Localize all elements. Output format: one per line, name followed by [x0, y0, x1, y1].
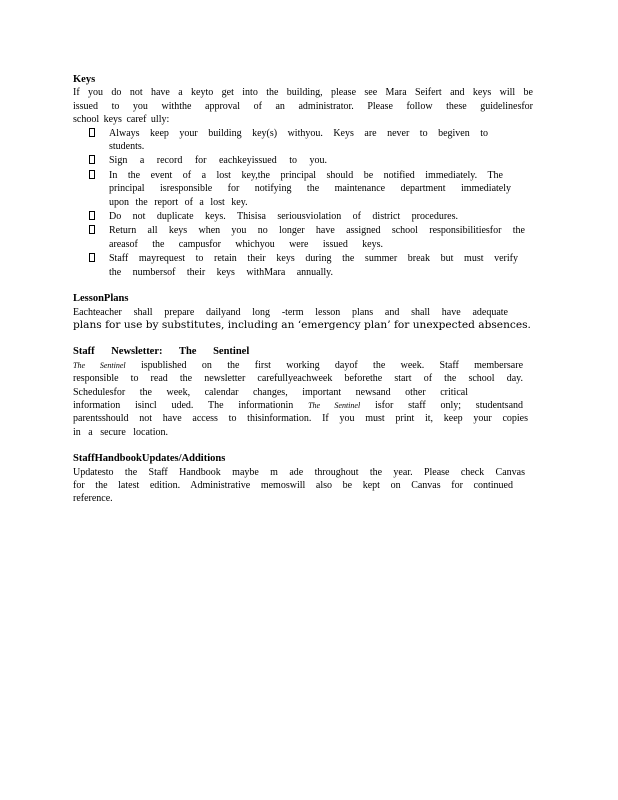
newsletter-line-3: Schedulesfor the week, calendar changes, important newsand other critical [73, 386, 468, 398]
newsletter-section [73, 345, 533, 439]
keys-intro-line-3: school keys caref ully: [73, 114, 170, 126]
list-item-line: principal isresponsible for notifying the maintenance department immediately [109, 183, 511, 195]
list-item-line: upon the report of a lost key. [109, 196, 248, 208]
list-item-line: the numbersof their keys withMara annually. [109, 266, 333, 278]
keys-heading: Keys [73, 74, 96, 85]
bullet-box-icon [89, 128, 95, 137]
newsletter-line-1-text: ispublished on the first working dayof the week. Staff membersare [140, 359, 524, 371]
bullet-box-icon [89, 211, 95, 220]
bullet-box-icon [89, 225, 95, 234]
keys-section [73, 73, 533, 279]
keys-intro-line-1: If you do not have a keyto get into the building, please see Mara Seifert and keys will be [73, 87, 533, 99]
newsletter-line-1 [73, 359, 533, 372]
list-item-line: Sign a record for eachkeyissued to you. [109, 155, 328, 167]
list-item-line: Do not duplicate keys. Thisisa seriousviolation of district procedures. [109, 211, 458, 223]
handbook-updates-line-2: for the latest edition. Administrative memoswill also be kept on Canvas for continued [73, 479, 513, 491]
list-item [73, 224, 533, 251]
keys-intro-line-2: issued to you withthe approval of an administrator. Please follow these guidelinesfor [73, 100, 533, 112]
list-item-line: In the event of a lost key,the principal should be notified immediately. The [109, 169, 503, 181]
lesson-plans-line-1: Eachteacher shall prepare dailyand long -term lesson plans and shall have adequate [73, 306, 508, 318]
handbook-updates-section [73, 452, 533, 506]
list-item-line: Return all keys when you no longer have assigned school responsibilitiesfor the [109, 225, 525, 237]
newsletter-line-4-text-b: isfor staff only; studentsand [374, 399, 524, 411]
list-item-line: students. [109, 141, 145, 153]
lesson-plans-heading: LessonPlans [73, 293, 129, 305]
bullet-box-icon [89, 170, 95, 179]
handbook-updates-heading: StaffHandbookUpdates/Additions [73, 453, 226, 465]
newsletter-line-2: responsible to read the newsletter carefullyeachweek beforethe start of the school day. [73, 373, 523, 385]
list-item [73, 210, 533, 223]
list-item-line: Always keep your building key(s) withyou. Keys are never to begiven to [109, 127, 488, 139]
newsletter-line-4-text-a: information isincl uded. The informationin [73, 399, 294, 411]
handbook-updates-line-1: Updatesto the Staff Handbook maybe m ade throughout the year. Please check Canvas [73, 466, 525, 478]
document-page [73, 73, 533, 519]
list-item [73, 127, 533, 154]
lesson-plans-line-2: plans for use by substitutes, including an ‘emergency plan’ for unexpected absences. [73, 318, 531, 331]
newsletter-line-4 [73, 399, 533, 412]
handbook-updates-line-3: reference. [73, 493, 113, 505]
list-item [73, 154, 533, 167]
newsletter-heading: Staff Newsletter: The Sentinel [73, 346, 250, 358]
newsletter-line-6: in a secure location. [73, 426, 168, 438]
newsletter-line-5: parentsshould not have access to thisinformation. If you must print it, keep your copies [73, 413, 528, 425]
bullet-box-icon [89, 253, 95, 262]
keys-guidelines-list [73, 127, 533, 279]
list-item-line: areasof the campusfor whichyou were issued keys. [109, 238, 383, 250]
list-item [73, 169, 533, 209]
lesson-plans-section [73, 292, 533, 332]
newsletter-title-italic: The Sentinel [308, 400, 361, 410]
list-item-line: Staff mayrequest to retain their keys during the summer break but must verify [109, 253, 518, 265]
newsletter-title-italic: The Sentinel [73, 360, 126, 370]
bullet-box-icon [89, 155, 95, 164]
list-item [73, 252, 533, 279]
